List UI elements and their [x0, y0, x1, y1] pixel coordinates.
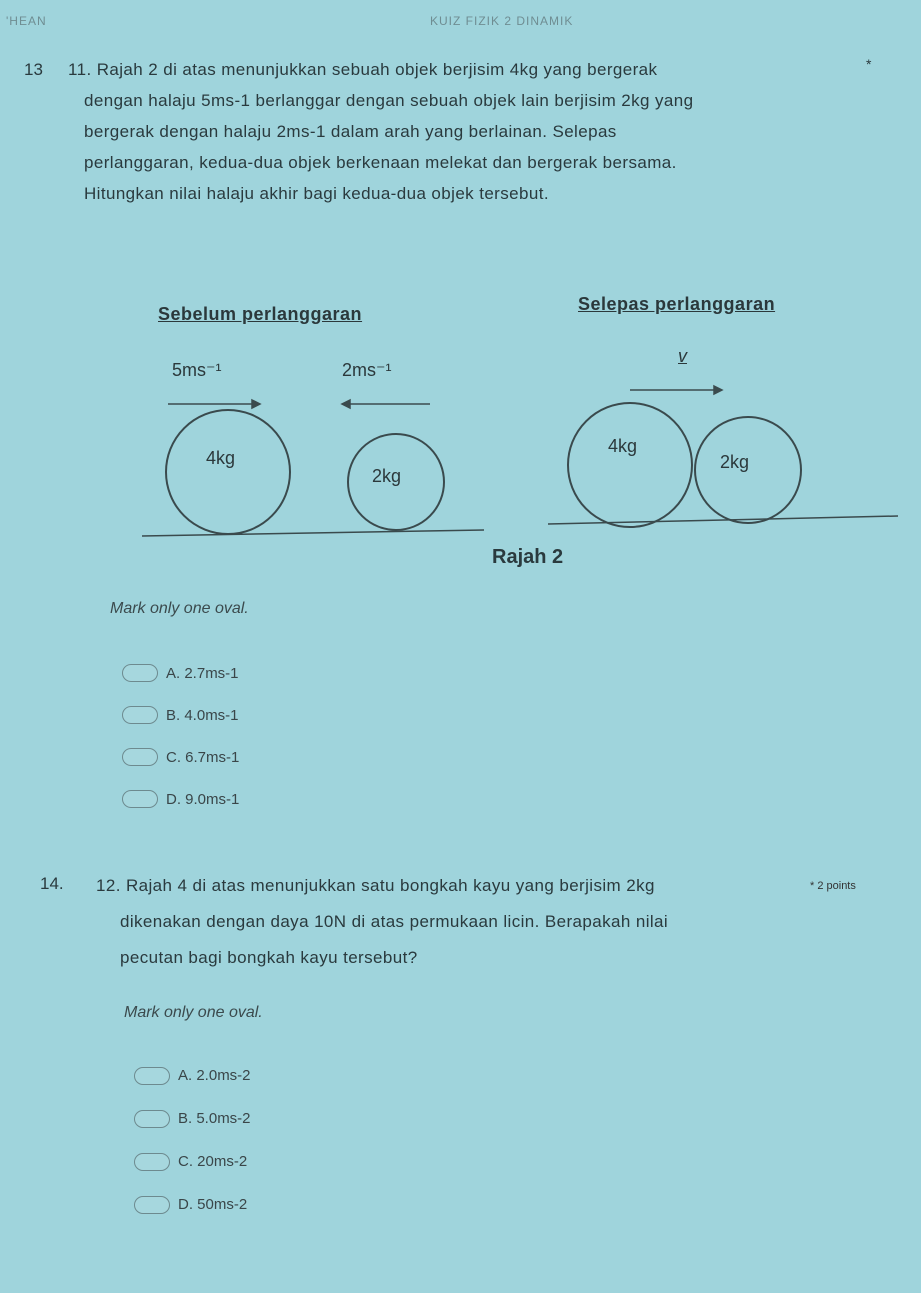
- required-star: *: [866, 56, 872, 72]
- q13-options: [122, 652, 239, 820]
- velocity-label-2kg: 2ms⁻¹: [342, 360, 392, 380]
- radio-oval[interactable]: [134, 1067, 170, 1085]
- mass-label-4kg-before: 4kg: [206, 448, 236, 468]
- question-14-number: 14.: [40, 874, 64, 893]
- question-13-line: Hitungkan nilai halaju akhir bagi kedua-dua objek tersebut.: [84, 184, 549, 203]
- option-label: B. 4.0ms-1: [166, 706, 239, 724]
- option-label: C. 20ms-2: [178, 1153, 248, 1170]
- option-b[interactable]: [122, 694, 239, 736]
- option-label: D. 50ms-2: [178, 1196, 248, 1213]
- option-d[interactable]: [122, 778, 239, 820]
- radio-oval[interactable]: [134, 1153, 170, 1171]
- radio-oval[interactable]: [134, 1110, 170, 1128]
- radio-oval[interactable]: [134, 1196, 170, 1214]
- option-label: A. 2.0ms-2: [178, 1067, 251, 1084]
- option-a[interactable]: [134, 1054, 251, 1097]
- question-13-line: dengan halaju 5ms-1 berlanggar dengan sebuah objek lain berjisim 2kg yang: [84, 91, 694, 110]
- collision-diagram: [0, 280, 921, 580]
- option-label: C. 6.7ms-1: [166, 748, 240, 766]
- q14-instruction: Mark only one oval.: [124, 1004, 263, 1021]
- ground-line-before: [142, 530, 484, 536]
- mass-label-2kg-after: 2kg: [720, 452, 750, 472]
- points-label: * 2 points: [810, 880, 856, 892]
- mass-label-2kg-before: 2kg: [372, 466, 402, 486]
- ball-4kg-before: [166, 410, 290, 534]
- question-14-line: dikenakan dengan daya 10N di atas permukaan licin. Berapakah nilai: [120, 912, 669, 931]
- arrow-right-4kg: [168, 400, 260, 408]
- option-c[interactable]: [134, 1140, 251, 1183]
- option-a[interactable]: [122, 652, 239, 694]
- question-14-line: 12. Rajah 4 di atas menunjukkan satu bongkah kayu yang berjisim 2kg: [96, 876, 655, 895]
- q13-instruction: Mark only one oval.: [110, 600, 249, 617]
- arrow-right-combined: [630, 386, 722, 394]
- option-b[interactable]: [134, 1097, 251, 1140]
- option-label: A. 2.7ms-1: [166, 664, 239, 682]
- option-label: B. 5.0ms-2: [178, 1110, 251, 1127]
- option-c[interactable]: [122, 736, 239, 778]
- question-13-number: 13: [24, 60, 43, 79]
- question-13-line: 11. Rajah 2 di atas menunjukkan sebuah objek berjisim 4kg yang bergerak: [68, 60, 658, 79]
- ball-4kg-after: [568, 403, 692, 527]
- question-13-line: perlanggaran, kedua-dua objek berkenaan melekat dan bergerak bersama.: [84, 153, 677, 172]
- question-13-text: [68, 54, 868, 209]
- option-d[interactable]: [134, 1183, 251, 1226]
- figure-caption: Rajah 2: [492, 546, 564, 568]
- final-velocity-label: v: [678, 346, 687, 366]
- mass-label-4kg-after: 4kg: [608, 436, 638, 456]
- radio-oval[interactable]: [122, 664, 158, 682]
- radio-oval[interactable]: [122, 790, 158, 808]
- radio-oval[interactable]: [122, 706, 158, 724]
- radio-oval[interactable]: [122, 748, 158, 766]
- after-collision-title: Selepas perlanggaran: [578, 294, 776, 314]
- diagram-drawing: [0, 280, 921, 580]
- question-14-text: [96, 868, 796, 976]
- velocity-label-4kg: 5ms⁻¹: [172, 360, 222, 380]
- question-14-line: pecutan bagi bongkah kayu tersebut?: [120, 948, 418, 967]
- q14-options: [134, 1054, 251, 1226]
- quiz-title: KUIZ FIZIK 2 DINAMIK: [430, 14, 574, 28]
- question-13-line: bergerak dengan halaju 2ms-1 dalam arah yang berlainan. Selepas: [84, 122, 617, 141]
- arrow-left-2kg: [342, 400, 430, 408]
- before-collision-title: Sebelum perlanggaran: [158, 304, 363, 324]
- header-left-text: 'HEAN: [6, 14, 47, 28]
- option-label: D. 9.0ms-1: [166, 790, 240, 808]
